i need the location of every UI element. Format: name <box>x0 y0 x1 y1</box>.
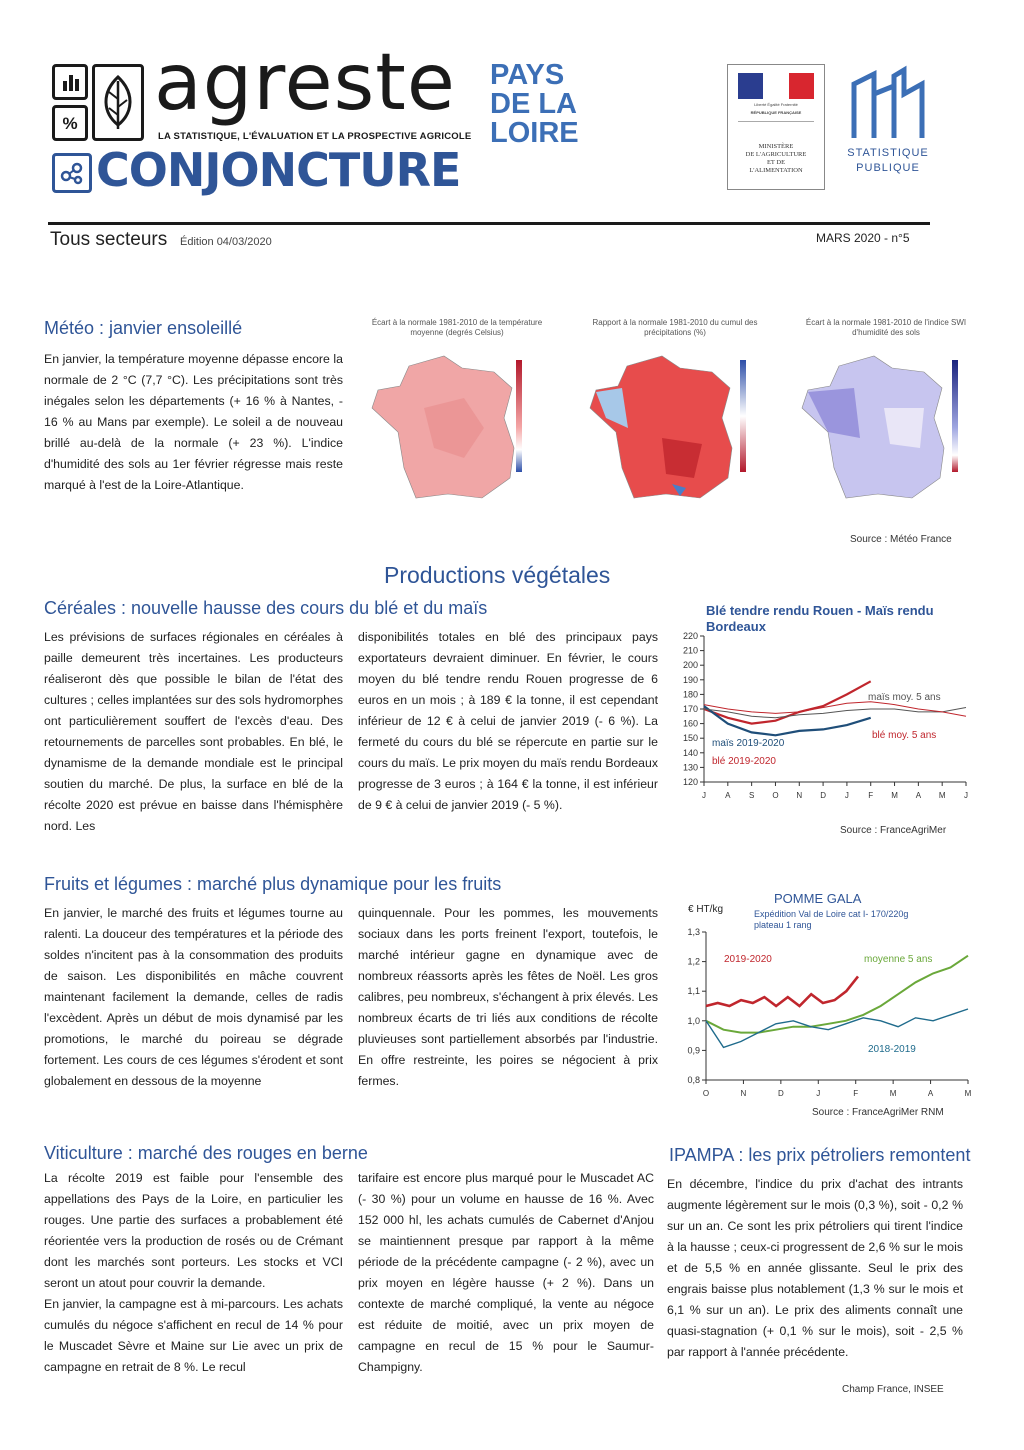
svg-text:%: % <box>62 114 78 133</box>
x-tick-label: D <box>820 791 826 800</box>
x-tick-label: J <box>844 791 849 800</box>
y-tick-label: 0,9 <box>687 1045 700 1056</box>
ministry-name <box>730 143 822 175</box>
pomme-chart-title: POMME GALA <box>774 891 862 906</box>
marianne-flag <box>738 73 814 99</box>
x-tick-label: M <box>891 791 898 800</box>
cereales-col2: disponibilités totales en blé des principaux pays exportateurs devraient diminuer. En février, le cours moyen du blé tendre rendu Rouen progresse de 6 euros en un mois ; à 189 € la tonne, il est cependant inférieur de 12 € à celui de janvier 2019 (- 6 %). La fermeté du cours du blé se répercute en partie sur le cours du maïs. Le prix moyen du maïs rendu Bordeaux progresse de 3 euros ; à 164 € la tonne, il est inférieur de 9 € à celui de janvier 2019 (- 5 %). <box>358 630 658 812</box>
series-line <box>704 681 871 723</box>
series-label: maïs 2019-2020 <box>712 738 785 749</box>
viti-title: Viticulture : marché des rouges en berne <box>44 1143 368 1163</box>
precipitation-map <box>582 348 772 513</box>
cereales-title: Céréales : nouvelle hausse des cours du blé et du maïs <box>44 598 488 618</box>
y-tick-label: 1,1 <box>687 986 700 997</box>
region-line: DE LA <box>490 88 577 120</box>
conjoncture-title: CONJONCTURE <box>96 143 461 197</box>
x-tick-label: D <box>777 1089 784 1098</box>
percent-logo-icon <box>52 105 88 141</box>
productions-heading: Productions végétales <box>384 562 611 588</box>
y-tick-label: 1,3 <box>687 927 700 937</box>
map-title: Écart à la normale 1981-2010 de l'indice SWI d'humidité des sols <box>805 318 967 337</box>
edition-date: Édition 04/03/2020 <box>180 236 272 248</box>
ministry-line: ET DE <box>766 159 786 166</box>
cereales-col1: Les prévisions de surfaces régionales en céréales à paille demeurent très incertaines. Les producteurs réaliseront dès que possible le bilan de l'état des cultures ; celles implantées sur des sols hydromorphes ont particulièrement souffert de l'excès d'eau. Des retournements de parcelles sont probables. En blé, le dynamisme de la demande mondiale est le principal soutien du marché. De plus, la surface en blé de la récolte 2020 est prévue en baisse dans l'hémisphère nord. Les <box>44 630 343 833</box>
region-line: PAYS <box>490 59 565 91</box>
cereales-chart-source: Source : FranceAgriMer <box>840 825 947 836</box>
fruits-col1: En janvier, le marché des fruits et légumes tourne au ralenti. La douceur des températures et la période des soldes n'incitent pas à la consommation des produits de saison. Les disponibilités en mâche couvrent maintenant facilement la demande, celles de radis l'excèdent. Après un début de mois dynamisé par les promotions, le marché du poireau se dégrade fortement. Les cours de ces légumes s'érodent et sont globalement en dessous de la moyenne <box>44 906 343 1088</box>
ipampa-source: Champ France, INSEE <box>842 1384 944 1395</box>
meteo-title: Météo : janvier ensoleillé <box>44 318 243 338</box>
ministry-logo <box>727 64 825 190</box>
fruits-title: Fruits et légumes : marché plus dynamique pour les fruits <box>44 874 502 894</box>
series-line <box>704 708 966 718</box>
series-line <box>706 956 968 1033</box>
x-tick-label: N <box>796 791 803 800</box>
series-label: 2018-2019 <box>868 1044 916 1055</box>
stat-line: PUBLIQUE <box>856 162 920 174</box>
map-title: Écart à la normale 1981-2010 de la température moyenne (degrés Celsius) <box>371 318 543 337</box>
y-tick-label: 1,0 <box>687 1015 700 1026</box>
x-tick-label: F <box>868 791 874 800</box>
x-tick-label: N <box>740 1089 747 1098</box>
x-tick-label: M <box>938 791 946 800</box>
y-tick-label: 180 <box>682 689 698 700</box>
series-line <box>706 976 858 1006</box>
x-tick-label: A <box>725 791 731 800</box>
y-tick-label: 120 <box>682 777 698 787</box>
meteo-text: En janvier, la température moyenne dépasse encore la normale de 2 °C (7,7 °C). Les précipitations sont très inégales selon les départements (+ 16 % à Nantes, - 16 % au Mans par exemple). Le soleil a de nouveau brillé au-delà de la normale (+ 23 %). L'indice d'humidité des sols au 1er février régresse mais reste marqué à l'est de la Loire-Atlantique. <box>44 352 343 492</box>
cereales-chart-title: Blé tendre rendu Rouen - Maïs rendu Bordeaux <box>706 603 934 634</box>
cereales-price-chart <box>664 630 976 812</box>
x-tick-label: O <box>702 1089 710 1098</box>
x-tick-label: J <box>702 791 706 800</box>
x-tick-label: M <box>889 1089 897 1098</box>
y-tick-label: 140 <box>682 747 698 758</box>
pomme-chart-subtitle: Expédition Val de Loire cat I- 170/220g plateau 1 rang <box>754 909 909 930</box>
leaf-logo-icon <box>92 64 144 141</box>
series-line <box>704 702 966 717</box>
pomme-chart-source: Source : FranceAgriMer RNM <box>812 1107 944 1118</box>
meteo-source: Source : Météo France <box>850 534 952 545</box>
pomme-chart-ylabel: € HT/kg <box>688 904 724 915</box>
y-tick-label: 150 <box>682 733 698 744</box>
statistique-publique-logo <box>848 64 928 184</box>
viti-col1 <box>44 1168 343 1378</box>
x-tick-label: J <box>816 1089 821 1098</box>
y-tick-label: 190 <box>682 674 698 685</box>
x-tick-label: M <box>964 1089 972 1098</box>
region-name <box>490 61 579 148</box>
viti-paragraph: En janvier, la campagne est à mi-parcours. Les achats cumulés du négoce s'affichent en recul de 14 % pour le Muscadet Sèvre et Maine sur Lie avec un prix de campagne en retrait de 8 %. Le recul <box>44 1297 343 1374</box>
y-tick-label: 0,8 <box>687 1075 700 1085</box>
x-tick-label: O <box>772 791 779 800</box>
series-label: moyenne 5 ans <box>864 954 933 965</box>
x-tick-label: J <box>964 791 968 800</box>
chart-logo-icon <box>52 64 88 100</box>
y-tick-label: 210 <box>682 645 698 656</box>
y-tick-label: 130 <box>682 762 698 773</box>
region-line: LOIRE <box>490 117 579 149</box>
tagline: LA STATISTIQUE, L'ÉVALUATION ET LA PROSPECTIVE AGRICOLE <box>158 131 472 142</box>
fruits-col2: quinquennale. Pour les pommes, les mouvements sociaux dans les ports freinent l'export, toutefois, le marché intérieur gagne en dynamique avec de nombreux réassorts après les fêtes de Noël. Les gros calibres, peu nombreux, s'échangent à prix élevés. Les nombreux écarts de tri liés aux conditions de récolte pluvieuses sont partiellement absorbés par l'industrie. En offre restreinte, les poires se négocient à prix fermes. <box>358 906 658 1088</box>
ministry-line: L'ALIMENTATION <box>749 167 803 174</box>
ministry-line: MINISTÈRE <box>758 143 794 150</box>
header-rule <box>48 222 930 225</box>
pomme-gala-chart <box>664 924 976 1104</box>
viti-col2: tarifaire est encore plus marqué pour le Muscadet AC (- 30 %) pour un volume en hausse de 16 %. Avec 152 000 hl, les achats cumulés de Cabernet d'Anjou se maintiennent presque par rapport à la même période de la précédente campagne (- 2 %), avec un prix moyen en légère hausse (+ 2 %). Dans un contexte de marché compliqué, la vente au négoce est réduite de moitié, avec un prix moyen de campagne en recul de 15 % pour le Saumur-Champigny. <box>358 1171 654 1374</box>
y-tick-label: 1,2 <box>687 956 700 967</box>
series-label: 2019-2020 <box>724 954 772 965</box>
flag-motto: Liberté Égalité Fraternité <box>754 102 798 107</box>
x-tick-label: A <box>915 791 922 800</box>
stat-line: STATISTIQUE <box>847 147 929 159</box>
brand-name: agreste <box>154 38 456 128</box>
issue-number: MARS 2020 - n°5 <box>816 231 910 245</box>
stat-lines <box>846 146 930 176</box>
ipampa-title: IPAMPA : les prix pétroliers remontent <box>669 1145 971 1165</box>
share-icon <box>52 153 92 193</box>
series-label: blé moy. 5 ans <box>872 730 937 741</box>
temperature-map <box>364 348 554 513</box>
flag-republic: RÉPUBLIQUE FRANÇAISE <box>750 110 802 115</box>
ministry-line: DE L'AGRICULTURE <box>745 151 807 158</box>
y-tick-label: 160 <box>682 718 698 729</box>
buildings-icon <box>848 64 928 144</box>
ipampa-text: En décembre, l'indice du prix d'achat des intrants augmente légèrement sur le mois (0,3 %), soit - 0,2 % sur un an. Ce sont les prix pétroliers qui tirent l'indice à la hausse ; ceux-ci progressent de 2,6 % sur le mois et de 5,5 % en année glissante. Seul le prix des engrais baisse plus notablement (1,3 % sur le mois et 6,1 % sur un an). Le prix des aliments connaît une quasi-stagnation (+ 0,1 % sur le mois), soit - 2,5 % par rapport à l'année précédente. <box>667 1177 963 1359</box>
soil-humidity-map <box>794 348 984 513</box>
x-tick-label: S <box>748 791 755 800</box>
series-line <box>706 1009 968 1047</box>
series-label: blé 2019-2020 <box>712 756 776 767</box>
viti-paragraph: La récolte 2019 est faible pour l'ensemble des appellations des Pays de la Loire, en particulier les rouges. Une partie des surfaces a probablement été réorientée vers la production de rosés ou de Crémant dont les marchés sont porteurs. Les stocks et VCI seront un atout pour couvrir la demande. <box>44 1171 343 1290</box>
y-tick-label: 220 <box>682 631 698 641</box>
y-tick-label: 200 <box>682 660 698 671</box>
y-tick-label: 170 <box>682 704 698 714</box>
series-label: maïs moy. 5 ans <box>868 692 941 703</box>
sector-label: Tous secteurs <box>50 229 168 250</box>
x-tick-label: F <box>853 1089 859 1098</box>
map-title: Rapport à la normale 1981-2010 du cumul des précipitations (%) <box>592 318 758 337</box>
x-tick-label: A <box>927 1089 934 1098</box>
